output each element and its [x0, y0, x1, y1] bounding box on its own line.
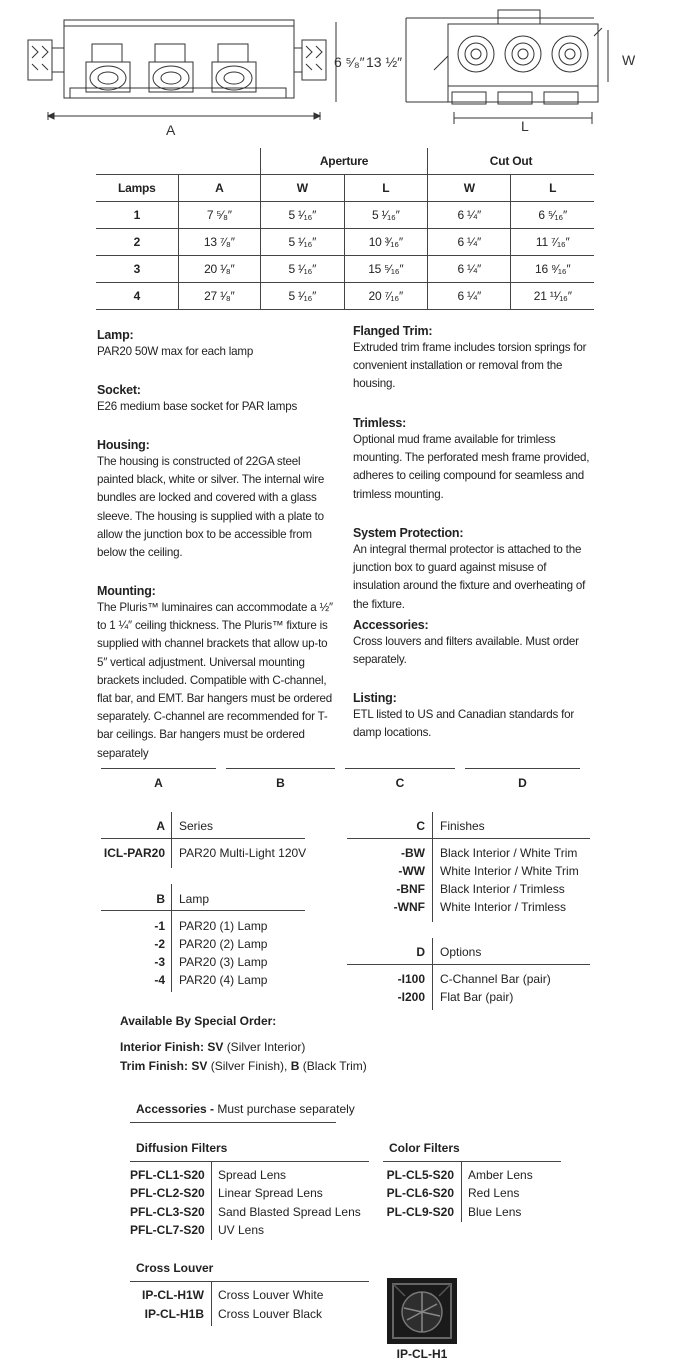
accessory-code: PFL-CL2-S20: [130, 1186, 205, 1200]
accessory-code: PL-CL9-S20: [386, 1205, 454, 1219]
accessory-desc: Sand Blasted Spread Lens: [218, 1205, 361, 1219]
table-cell: 5 ¹⁄₁₆″: [261, 229, 345, 256]
accessory-code: PL-CL5-S20: [386, 1168, 454, 1182]
finish-code: -BNF: [396, 882, 425, 896]
finish-desc: White Interior / Trimless: [440, 900, 567, 914]
col-header: W: [428, 175, 511, 202]
table-row: [96, 202, 594, 229]
accessory-desc: Linear Spread Lens: [218, 1186, 323, 1200]
series-desc: PAR20 Multi-Light 120V: [179, 846, 307, 860]
table-cell: 1: [133, 208, 141, 222]
divider: [211, 1282, 212, 1326]
col-header: W: [261, 175, 345, 202]
dimensions-table: [96, 148, 594, 310]
order-C-key: C: [416, 819, 425, 833]
spec-trimless: [353, 416, 593, 504]
divider: [347, 838, 590, 839]
accessory-desc: Blue Lens: [468, 1205, 522, 1219]
col-header: L: [511, 175, 594, 202]
table-cell: 27 ¹⁄₈″: [178, 283, 260, 310]
lamp-code: -2: [154, 937, 165, 951]
diffusion-filters-title: Diffusion Filters: [136, 1141, 228, 1155]
col-header: L: [344, 175, 428, 202]
lamp-code: -3: [154, 955, 165, 969]
divider: [171, 884, 172, 992]
cutout-header: Cut Out: [428, 148, 594, 175]
spec-housing: [97, 438, 337, 562]
order-blank-C: [345, 768, 455, 769]
divider: [211, 1162, 212, 1240]
photo-caption: IP-CL-H1: [396, 1347, 448, 1361]
order-col-label-B: B: [276, 776, 285, 790]
table-cell: 20 ¹⁄₈″: [178, 256, 260, 283]
special-order-text: (Silver Interior): [226, 1040, 306, 1054]
divider: [101, 910, 305, 911]
special-order-title: Available By Special Order:: [120, 1014, 277, 1028]
cross-louver-photo: [387, 1278, 457, 1344]
option-code: -I100: [397, 972, 425, 986]
lamp-code: -4: [154, 973, 165, 987]
option-desc: Flat Bar (pair): [440, 990, 514, 1004]
spec-listing: [353, 691, 593, 742]
spec-text: An integral thermal protector is attached to the junction box to guard against misuse of insulation around the fixture and overheating of the fixture.: [353, 543, 586, 611]
divider: [432, 812, 433, 922]
divider: [130, 1122, 336, 1123]
order-blank-B: [226, 768, 335, 769]
table-row: [96, 229, 594, 256]
order-C-heading: Finishes: [440, 819, 485, 833]
table-row: [96, 256, 594, 283]
lamp-desc: PAR20 (1) Lamp: [179, 919, 268, 933]
accessory-code: PL-CL6-S20: [386, 1186, 454, 1200]
spec-text: Cross louvers and filters available. Must order separately.: [353, 635, 579, 667]
divider: [383, 1161, 561, 1162]
table-cell: 5 ¹⁄₁₆″: [261, 283, 345, 310]
side-view-drawing: [398, 8, 628, 138]
cross-louver-title: Cross Louver: [136, 1261, 214, 1275]
spec-text: PAR20 50W max for each lamp: [97, 345, 254, 358]
order-A-heading: Series: [179, 819, 214, 833]
spec-text: The housing is constructed of 22GA steel painted black, white or silver. The internal wire bundles are locked and covered with a glass sleeve. The housing is supplied with a plate to allow the junction box to be accessible from below the ceiling.: [97, 455, 325, 560]
front-view-drawing: [20, 8, 350, 140]
accessory-desc: Cross Louver Black: [218, 1307, 323, 1321]
spec-text: Optional mud frame available for trimless mounting. The perforated mesh frame provided, adheres to ceiling compound for seamless and trimless mounting.: [353, 433, 590, 501]
spec-mounting: [97, 584, 337, 763]
accessory-code: PFL-CL3-S20: [130, 1205, 205, 1219]
col-header: Lamps: [96, 175, 178, 202]
spec-accessories: [353, 618, 593, 669]
accessory-desc: Red Lens: [468, 1186, 520, 1200]
accessories-header: [136, 1102, 355, 1116]
spec-title: Socket:: [97, 383, 141, 397]
table-cell: 6 ¼″: [428, 202, 511, 229]
order-D-heading: Options: [440, 945, 482, 959]
accessory-code: PFL-CL1-S20: [130, 1168, 205, 1182]
table-cell: 11 ⁷⁄₁₆″: [511, 229, 594, 256]
table-cell: 20 ⁷⁄₁₆″: [344, 283, 428, 310]
order-col-label-C: C: [395, 776, 405, 790]
table-cell: 5 ¹⁄₁₆″: [261, 202, 345, 229]
option-desc: C-Channel Bar (pair): [440, 972, 551, 986]
table-cell: 5 ¹⁄₁₆″: [344, 202, 428, 229]
accessory-desc: Cross Louver White: [218, 1288, 324, 1302]
finish-code: -WW: [398, 864, 425, 878]
col-header: A: [178, 175, 260, 202]
spec-text: E26 medium base socket for PAR lamps: [97, 400, 298, 413]
spec-lamp: [97, 328, 337, 361]
lamp-desc: PAR20 (2) Lamp: [179, 937, 268, 951]
spec-system-protection: [353, 526, 593, 614]
table-cell: 15 ⁵⁄₁₆″: [344, 256, 428, 283]
table-row: [96, 283, 594, 310]
table-cell: 6 ¼″: [428, 229, 511, 256]
spec-text: The Pluris™ luminaires can accommodate a ½″ to 1 ¼″ ceiling thickness. The Pluris™ fixture is supplied with channel brackets that allow up-to 5″ vertical adjustment. Universal mounting brackets included. Compatible with C-channel, flat bar, and EMT. Bar hangers must be ordered separately. C-channel are recommended for T-bar ceilings. Bar hangers must be ordered separately: [97, 601, 333, 760]
accessory-desc: Spread Lens: [218, 1168, 287, 1182]
order-B-key: B: [156, 892, 165, 906]
spec-title: Housing:: [97, 438, 150, 452]
accessory-desc: UV Lens: [218, 1223, 265, 1237]
lamp-code: -1: [154, 919, 165, 933]
special-order-label: Interior Finish: SV: [120, 1040, 224, 1054]
table-cell: 5 ¹⁄₁₆″: [261, 256, 345, 283]
divider: [130, 1161, 369, 1162]
color-filters-title: Color Filters: [389, 1141, 460, 1155]
spec-flanged-trim: [353, 324, 593, 394]
spec-title: System Protection:: [353, 526, 464, 540]
table-cell: 2: [133, 235, 141, 249]
table-cell: 3: [133, 262, 141, 276]
order-blank-D: [465, 768, 580, 769]
accessories-title: Accessories -: [136, 1102, 215, 1116]
lamp-desc: PAR20 (3) Lamp: [179, 955, 268, 969]
special-order-line-2: [120, 1059, 367, 1073]
spec-socket: [97, 383, 337, 416]
special-order-text: (Black Trim): [302, 1059, 367, 1073]
spec-title: Listing:: [353, 691, 397, 705]
front-length-dimension: A: [166, 122, 176, 138]
finish-desc: Black Interior / Trimless: [440, 882, 565, 896]
table-cell: 4: [133, 289, 141, 303]
side-width-dimension: W: [622, 52, 636, 68]
spec-text: ETL listed to US and Canadian standards for damp locations.: [353, 708, 575, 740]
special-order-label: B: [290, 1059, 300, 1073]
divider: [171, 812, 172, 868]
order-D-key: D: [416, 945, 425, 959]
finish-desc: Black Interior / White Trim: [440, 846, 578, 860]
series-code: ICL-PAR20: [103, 846, 165, 860]
divider: [347, 964, 590, 965]
table-cell: 6 ¼″: [428, 283, 511, 310]
lamp-desc: PAR20 (4) Lamp: [179, 973, 268, 987]
table-cell: 16 ⁹⁄₁₆″: [511, 256, 594, 283]
table-cell: 6 ⁵⁄₁₆″: [511, 202, 594, 229]
spec-title: Trimless:: [353, 416, 407, 430]
finish-code: -BW: [401, 846, 425, 860]
table-cell: 21 ¹¹⁄₁₆″: [511, 283, 594, 310]
order-B-heading: Lamp: [179, 892, 210, 906]
accessory-code: IP-CL-H1W: [142, 1288, 204, 1302]
table-cell: 6 ¼″: [428, 256, 511, 283]
accessory-code: IP-CL-H1B: [144, 1307, 204, 1321]
special-order-line-1: [120, 1040, 305, 1054]
order-blank-A: [101, 768, 216, 769]
finish-desc: White Interior / White Trim: [440, 864, 579, 878]
order-A-key: A: [156, 819, 165, 833]
table-cell: 10 ³⁄₁₆″: [344, 229, 428, 256]
finish-code: -WNF: [393, 900, 425, 914]
table-cell: 7 ⁵⁄₈″: [178, 202, 260, 229]
order-col-label-A: A: [154, 776, 163, 790]
spec-title: Lamp:: [97, 328, 134, 342]
front-height-dimension: 6 ⁵⁄₈″: [334, 54, 365, 70]
special-order-text: (Silver Finish),: [210, 1059, 288, 1073]
divider: [432, 938, 433, 1010]
spec-text: Extruded trim frame includes torsion springs for convenient installation or removal from the housing.: [353, 341, 587, 391]
accessory-code: PFL-CL7-S20: [130, 1223, 205, 1237]
side-height-dimension: 13 ½″: [366, 54, 403, 70]
spec-title: Accessories:: [353, 618, 429, 632]
spec-title: Flanged Trim:: [353, 324, 433, 338]
divider: [461, 1162, 462, 1222]
aperture-header: Aperture: [261, 148, 428, 175]
spec-title: Mounting:: [97, 584, 156, 598]
table-cell: 13 ⁷⁄₈″: [178, 229, 260, 256]
accessories-note: Must purchase separately: [217, 1102, 355, 1116]
divider: [101, 838, 305, 839]
order-col-label-D: D: [518, 776, 527, 790]
special-order-label: Trim Finish: SV: [120, 1059, 208, 1073]
side-length-dimension: L: [521, 118, 529, 134]
accessory-desc: Amber Lens: [468, 1168, 533, 1182]
divider: [130, 1281, 369, 1282]
option-code: -I200: [397, 990, 425, 1004]
